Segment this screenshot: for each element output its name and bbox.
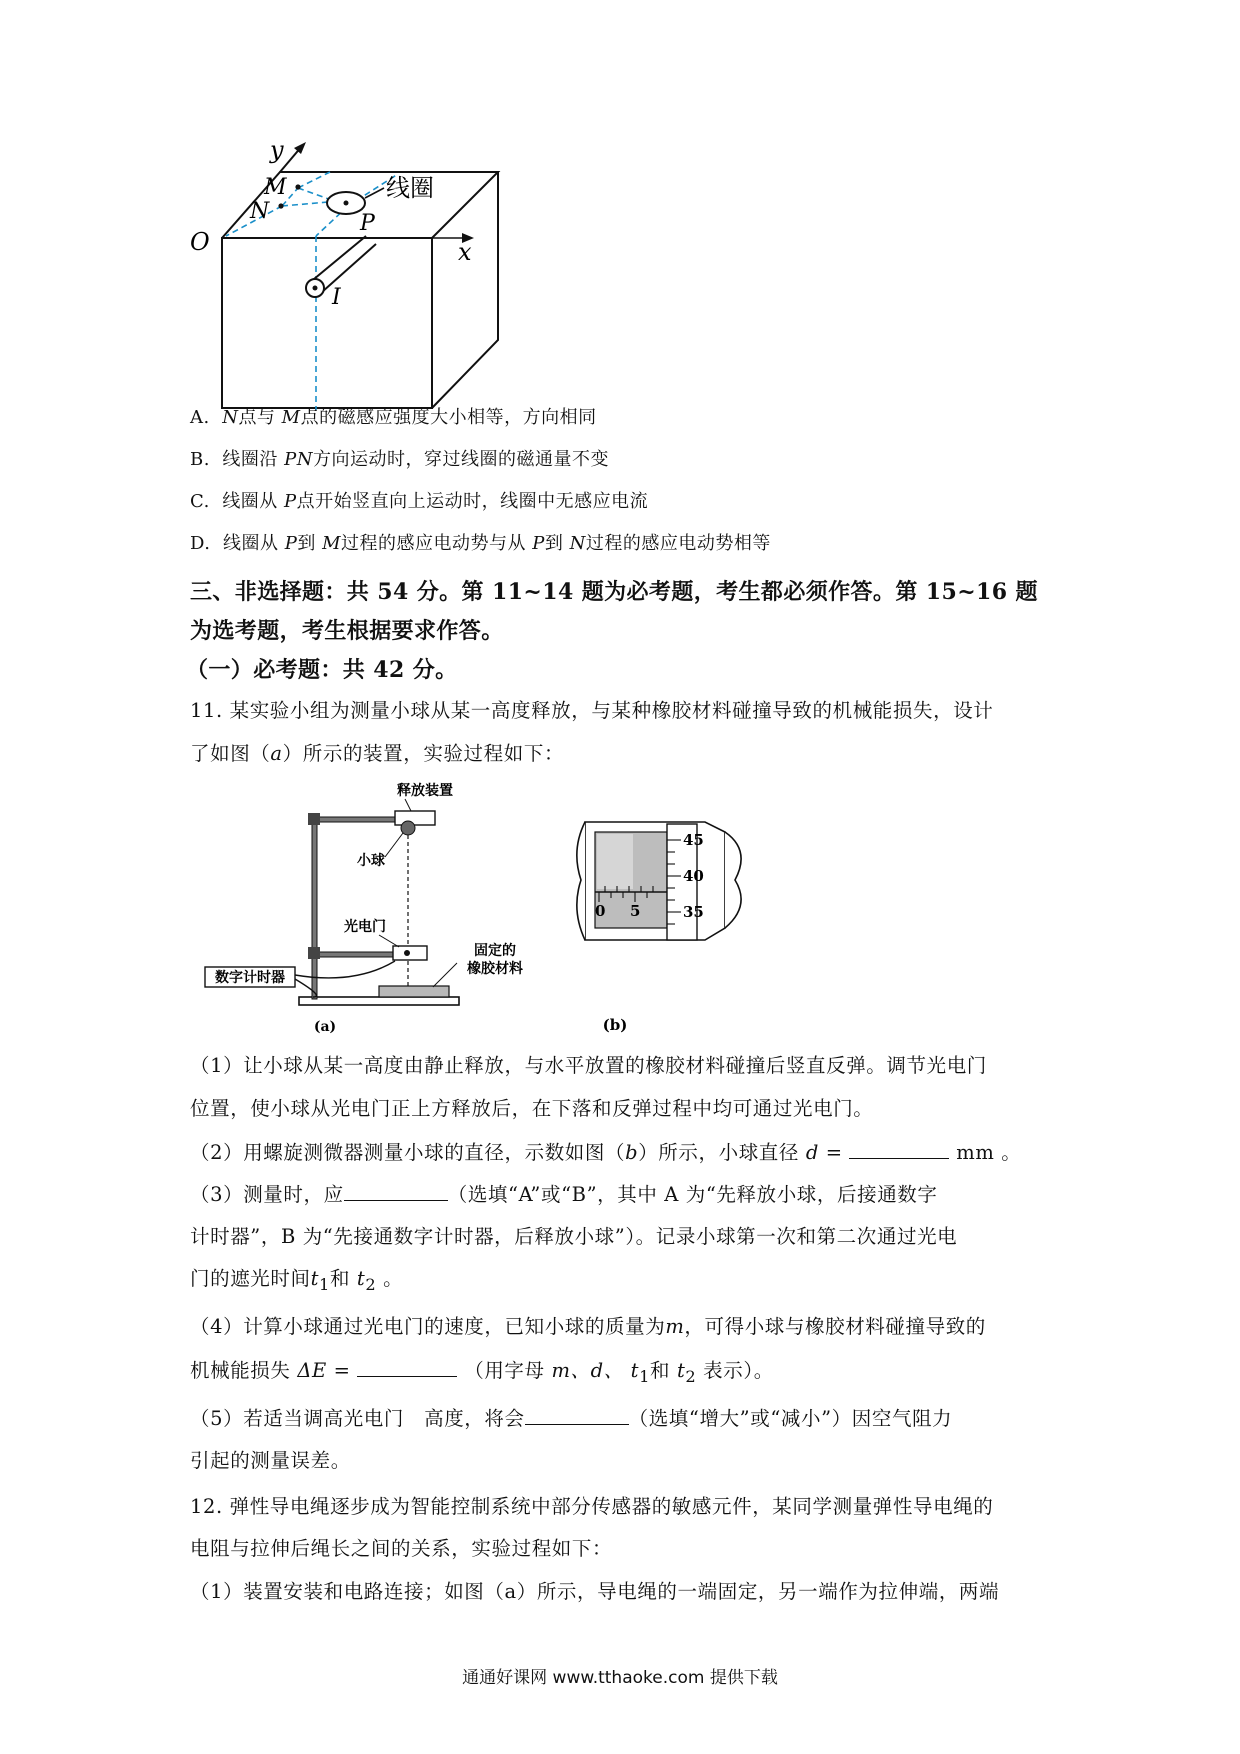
section-title-line2: 为选考题，考生根据要求作答。 bbox=[190, 618, 504, 644]
q11-step4-line1: （4）计算小球通过光电门的速度，已知小球的质量为m，可得小球与橡胶材料碰撞导致的 bbox=[190, 1315, 986, 1338]
q11-line1: 11. 某实验小组为测量小球从某一高度释放，与某种橡胶材料碰撞导致的机械能损失，设计 bbox=[190, 699, 994, 722]
point-n-label: N bbox=[250, 199, 270, 224]
option-b: B. 线圈沿 PN方向运动时，穿过线圈的磁通量不变 bbox=[190, 449, 610, 470]
figure-b-caption: (b) bbox=[602, 1016, 628, 1034]
origin-label: O bbox=[190, 228, 210, 256]
q12-line2: 电阻与拉伸后绳长之间的关系，实验过程如下： bbox=[190, 1537, 613, 1560]
y-axis-label: y bbox=[270, 140, 284, 164]
micrometer-figure-b bbox=[565, 810, 765, 1035]
q11-step5-line1: （5）若适当调高光电门 高度，将会 （选填“增大”或“减小”）因空气阻力 bbox=[190, 1407, 953, 1430]
q11-step4-line2: 机械能损失 ΔE = （用字母 m、d、 $t_1$和 $t_2$ 表示）。 bbox=[190, 1359, 774, 1386]
answer-blank-error[interactable] bbox=[525, 1406, 629, 1425]
q11-step2: （2）用螺旋测微器测量小球的直径，示数如图（b）所示，小球直径 d = mm 。 bbox=[190, 1141, 1022, 1164]
option-c: C. 线圈从 P点开始竖直向上运动时，线圈中无感应电流 bbox=[190, 491, 649, 512]
rubber-label-2: 橡胶材料 bbox=[467, 961, 523, 977]
q11-step5-line2: 引起的测量误差。 bbox=[190, 1449, 351, 1472]
q12-line3: （1）装置安装和电路连接；如图（a）所示，导电绳的一端固定，另一端作为拉伸端，两端 bbox=[190, 1580, 1000, 1603]
timer-label: 数字计时器 bbox=[215, 970, 285, 986]
magnetic-box-figure bbox=[180, 140, 560, 430]
answer-blank-energy-loss[interactable] bbox=[357, 1358, 457, 1377]
section-subtitle: （一）必考题：共 42 分。 bbox=[186, 657, 458, 683]
q11-step3-line2: 计时器”，B 为“先接通数字计时器，后释放小球”）。记录小球第一次和第二次通过光电 bbox=[190, 1225, 958, 1248]
answer-blank-order[interactable] bbox=[344, 1182, 448, 1201]
current-i-label: I bbox=[332, 285, 341, 310]
apparatus-figure-a bbox=[195, 775, 545, 1035]
page-footer: 通通好课网 www.tthaoke.com 提供下载 bbox=[462, 1668, 778, 1688]
q11-step3-line1: （3）测量时，应 （选填“A”或“B”，其中 A 为“先释放小球，后接通数字 bbox=[190, 1183, 938, 1206]
sleeve-0: 0 bbox=[595, 902, 606, 920]
thimble-45: 45 bbox=[683, 831, 704, 849]
point-m-label: M bbox=[264, 175, 287, 200]
thimble-35: 35 bbox=[683, 903, 704, 921]
rubber-label-1: 固定的 bbox=[474, 943, 516, 959]
coil-label: 线圈 bbox=[386, 174, 434, 202]
q11-step3-line3: 门的遮光时间$t_1$和 $t_2$ 。 bbox=[190, 1267, 404, 1294]
ball-label: 小球 bbox=[357, 853, 385, 869]
q11-line2: 了如图（a）所示的装置，实验过程如下： bbox=[190, 742, 565, 765]
point-p-label: P bbox=[360, 211, 375, 236]
photogate-label: 光电门 bbox=[344, 919, 386, 935]
q12-line1: 12. 弹性导电绳逐步成为智能控制系统中部分传感器的敏感元件，某同学测量弹性导电绳的 bbox=[190, 1495, 994, 1518]
option-d: D. 线圈从 P到 M过程的感应电动势与从 P到 N过程的感应电动势相等 bbox=[190, 533, 771, 554]
q11-step1-line1: （1）让小球从某一高度由静止释放，与水平放置的橡胶材料碰撞后竖直反弹。调节光电门 bbox=[190, 1054, 987, 1077]
thimble-40: 40 bbox=[683, 867, 704, 885]
answer-blank-diameter[interactable] bbox=[849, 1140, 949, 1159]
figure-a-caption: (a) bbox=[313, 1019, 337, 1035]
release-device-label: 释放装置 bbox=[397, 783, 453, 799]
option-a: A. N点与 M点的磁感应强度大小相等，方向相同 bbox=[190, 407, 597, 428]
q11-step1-line2: 位置，使小球从光电门正上方释放后，在下落和反弹过程中均可通过光电门。 bbox=[190, 1097, 874, 1120]
section-title-line1: 三、非选择题：共 54 分。第 11~14 题为必考题，考生都必须作答。第 15~16 题 bbox=[190, 579, 1038, 605]
x-axis-label: x bbox=[458, 238, 472, 266]
sleeve-5: 5 bbox=[630, 902, 641, 920]
